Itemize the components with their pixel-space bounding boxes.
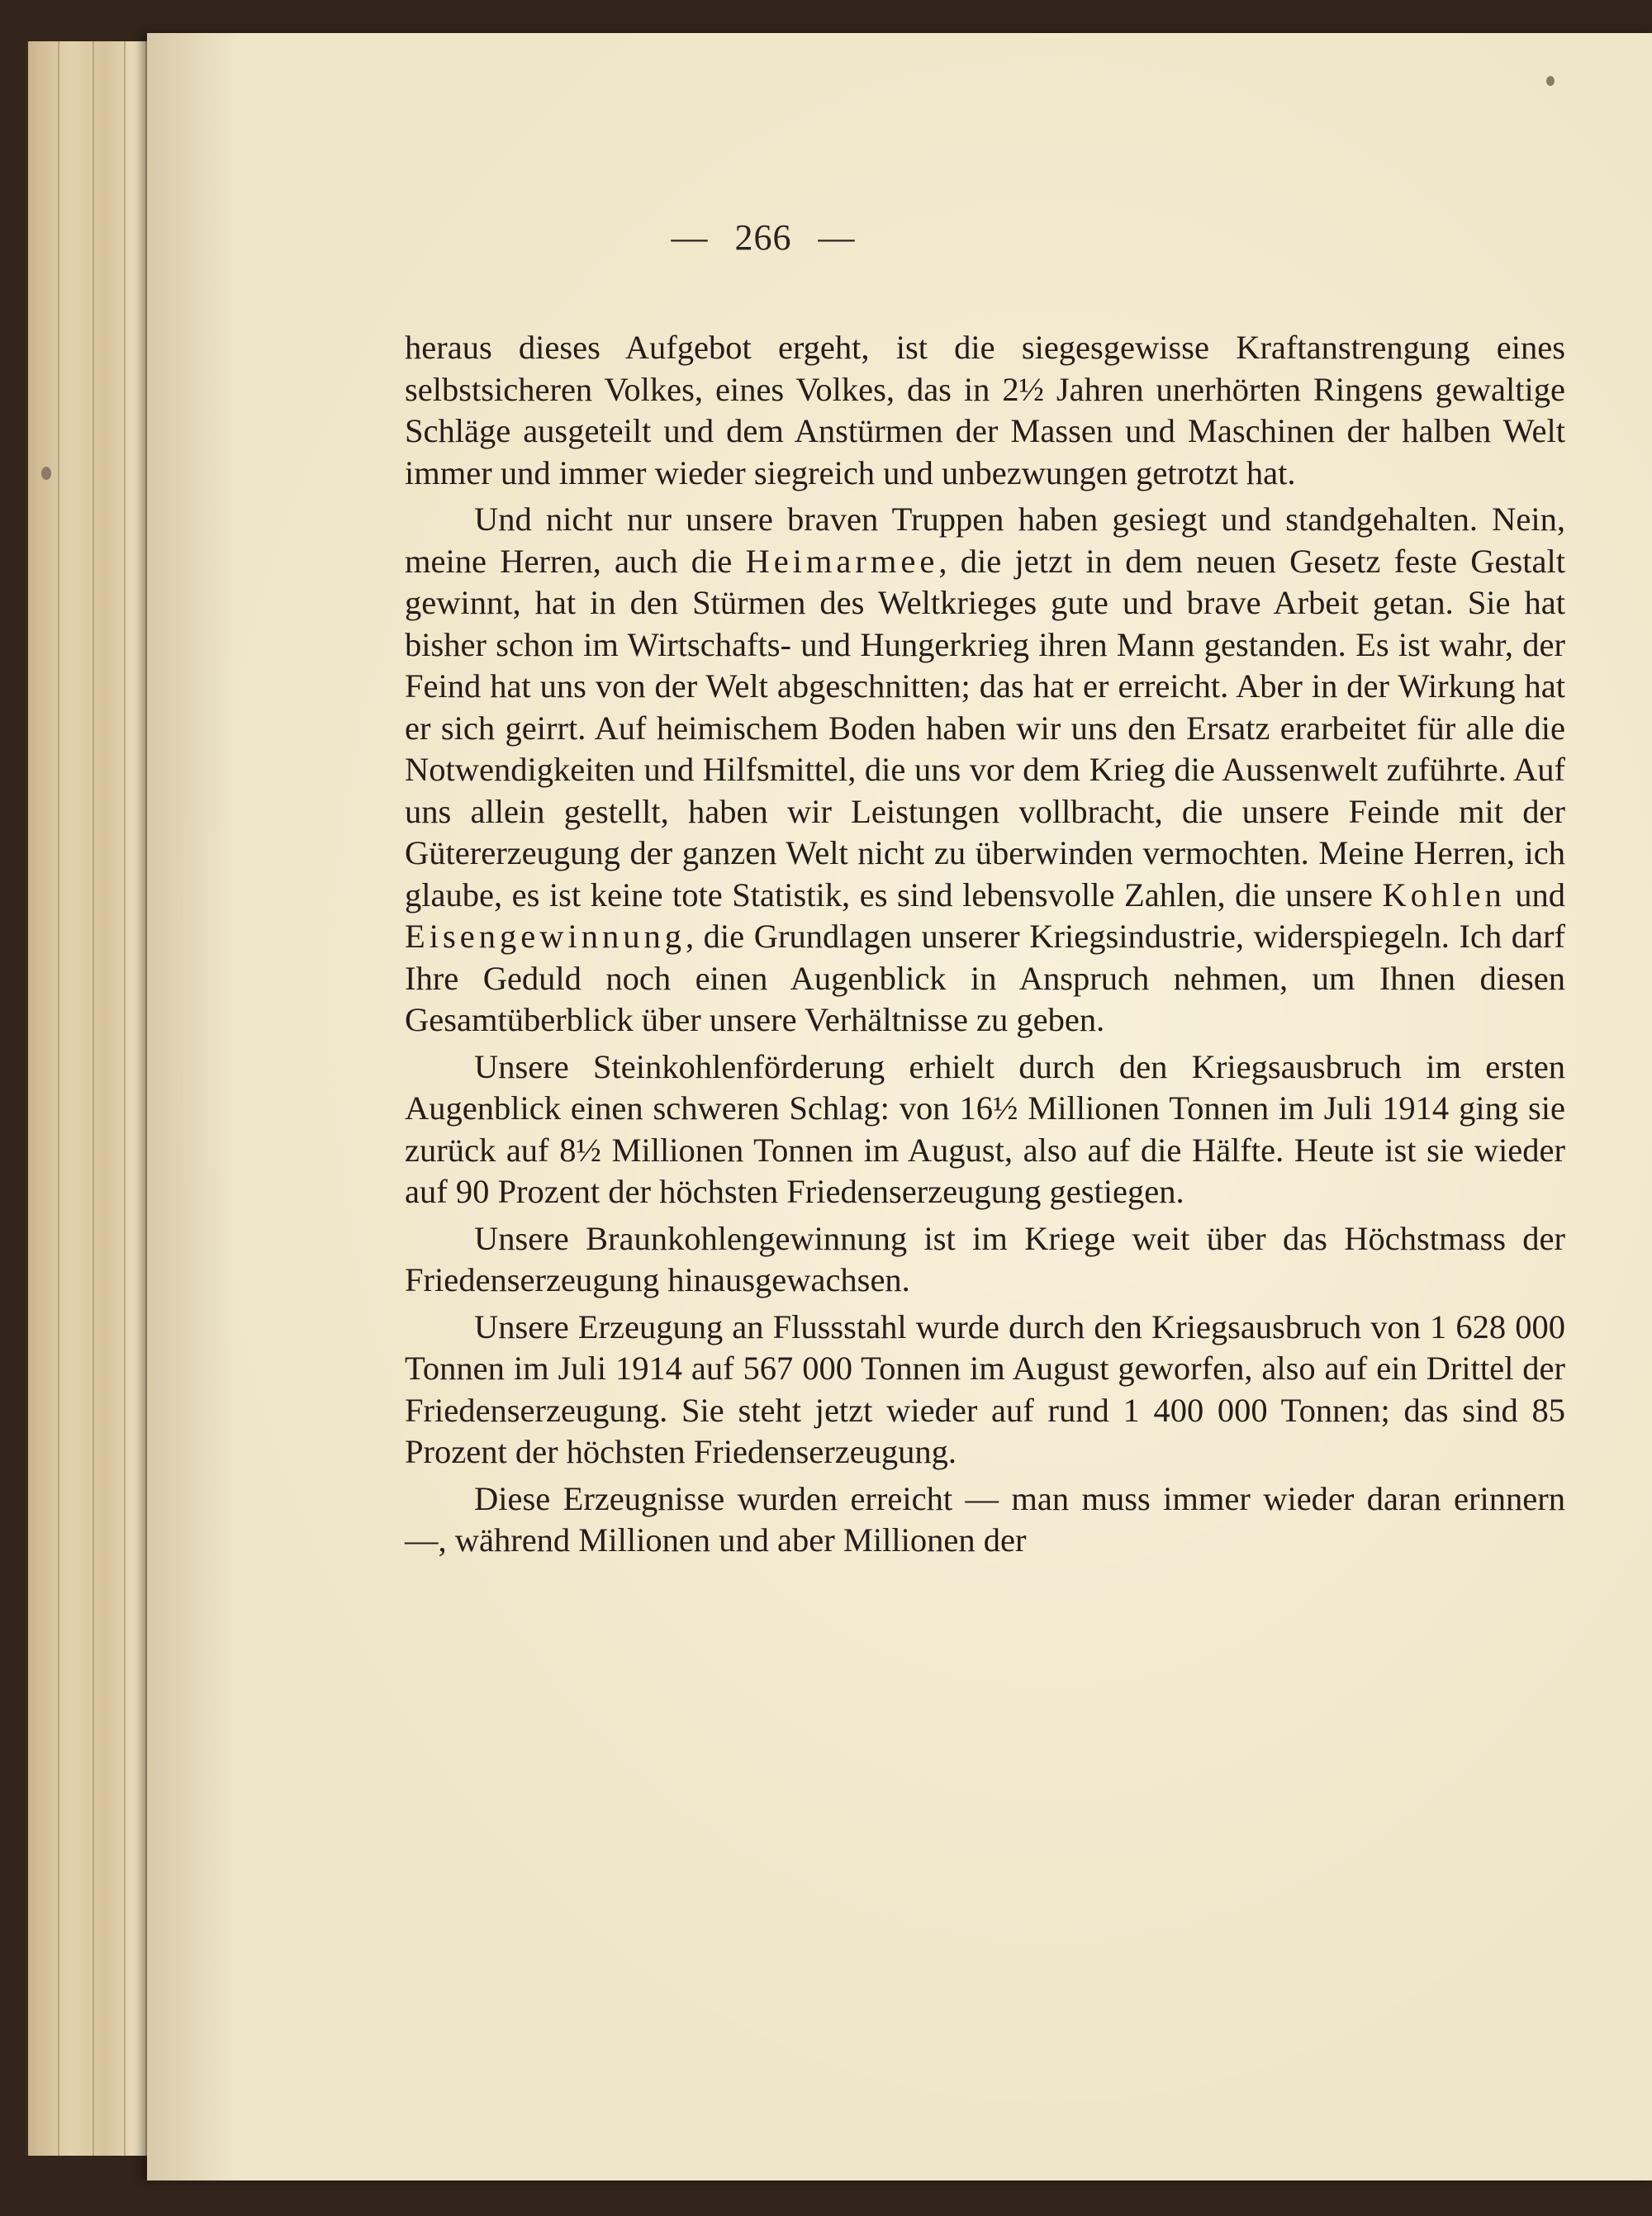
paragraph-p3 bbox=[405, 1046, 1565, 1213]
page-edge-line bbox=[124, 41, 126, 2156]
paragraph-text: Unsere Erzeugung an Flussstahl wurde durch den Kriegsausbruch von 1 628 000 Tonnen im Juli 1914 auf 567 000 Tonnen im August geworfen, also auf ein Drittel der Friedenserzeugung. Sie steht jetzt wieder auf rund 1 400 000 Tonnen; das sind 85 Prozent der höchsten Friedenserzeugung. bbox=[405, 1307, 1565, 1470]
page-edge-line bbox=[93, 41, 94, 2156]
page-number-dash-right: — bbox=[818, 217, 856, 258]
body-text bbox=[405, 327, 1565, 1567]
page-number-dash-left: — bbox=[671, 217, 709, 258]
paragraph-p2 bbox=[405, 499, 1565, 1042]
page-edge-line bbox=[58, 41, 59, 2156]
paragraph-p1 bbox=[405, 327, 1565, 494]
page-number-line bbox=[11, 216, 1516, 259]
paper-speck bbox=[1546, 76, 1555, 86]
paragraph-p5 bbox=[405, 1307, 1565, 1473]
book-page bbox=[147, 33, 1652, 2180]
emphasized-text: Kohlen bbox=[1382, 875, 1506, 913]
emphasized-text: Eisengewinnung bbox=[405, 918, 686, 955]
paper-speck bbox=[41, 467, 51, 480]
emphasized-text: Heimarmee bbox=[745, 542, 939, 580]
paragraph-p6 bbox=[405, 1478, 1565, 1562]
paragraph-text: heraus dieses Aufgebot ergeht, ist die siegesgewisse Kraftanstrengung eines selbstsicheren Volkes, eines Volkes, das in 2½ Jahren unerhörten Ringens gewaltige Schläge ausgeteilt und dem Anstürmen der Massen und Maschinen der halben Welt immer und immer wieder siegreich und unbezwungen getrotzt hat. bbox=[405, 329, 1565, 491]
page-number: 266 bbox=[734, 217, 792, 258]
paragraph-text: Unsere Steinkohlenförderung erhielt durch den Kriegsausbruch im ersten Augenblick einen schweren Schlag: von 16½ Millionen Tonnen im Juli 1914 ging sie zurück auf 8½ Millionen Tonnen im August, also auf die Hälfte. Heute ist sie wieder auf 90 Prozent der höchsten Friedenserzeugung gestiegen. bbox=[405, 1047, 1565, 1210]
paragraph-text: , die jetzt in dem neuen Gesetz feste Gestalt gewinnt, hat in den Stürmen des Weltkrieges gute und brave Arbeit getan. Sie hat bisher schon im Wirtschafts- und Hungerkrieg ihren Mann gestanden. Es ist wahr, der Feind hat uns von der Welt abgeschnitten; das hat er erreicht. Aber in der Wirkung hat er sich geirrt. Auf heimischem Boden haben wir uns den Ersatz erarbeitet für alle die Notwendigkeiten und Hilfsmittel, die uns vor dem Krieg die Aussenwelt zuführte. Auf uns allein gestellt, haben wir Leistungen vollbracht, die unsere Feinde mit der Gütererzeugung der ganzen Welt nicht zu überwinden vermochten. Meine Herren, ich glaube, es ist keine tote Statistik, es sind lebensvolle Zahlen, die unsere bbox=[405, 542, 1565, 913]
paragraph-text: und bbox=[1505, 875, 1566, 913]
paragraph-p4 bbox=[405, 1218, 1565, 1302]
paragraph-text: Unsere Braunkohlengewinnung ist im Kriege weit über das Höchstmass der Friedenserzeugung hinausgewachsen. bbox=[405, 1219, 1565, 1298]
paragraph-text: Diese Erzeugnisse wurden erreicht — man muss immer wieder daran erinnern —, während Millionen und aber Millionen der bbox=[405, 1479, 1565, 1559]
paragraph-text: , die Grundlagen unserer Kriegsindustrie, widerspiegeln. Ich darf Ihre Geduld noch einen Augenblick in Anspruch nehmen, um Ihnen diesen Gesamtüberblick über unsere Verhältnisse zu geben. bbox=[405, 918, 1565, 1038]
paragraph-text: Und nicht nur unsere braven Truppen haben gesiegt und standgehalten. Nein, meine Herren, auch die bbox=[405, 501, 1565, 580]
